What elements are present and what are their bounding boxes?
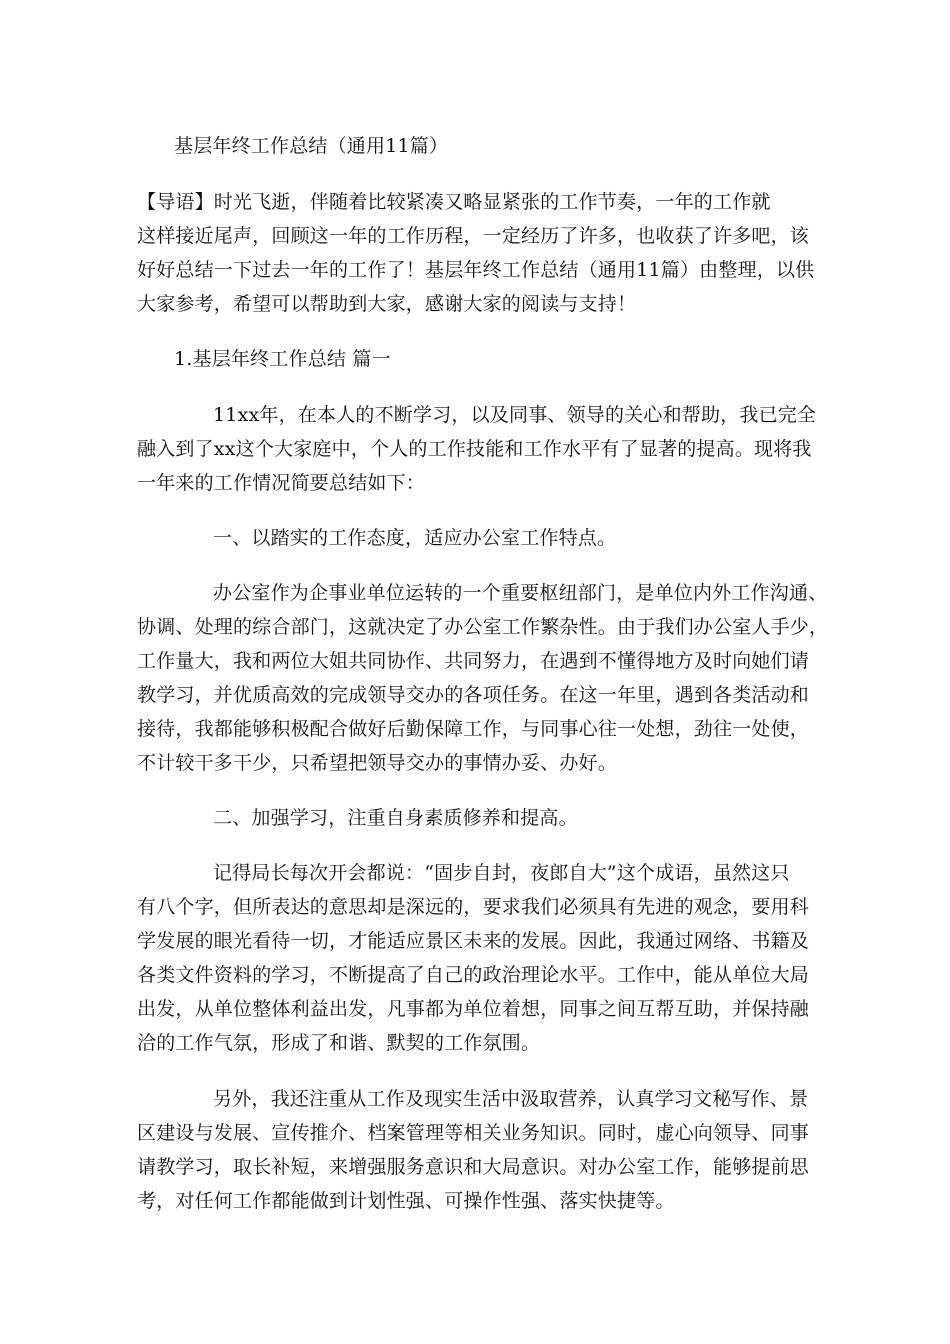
paragraph-line: 考，对任何工作都能做到计划性强、可操作性强、落实快捷等。 bbox=[137, 1190, 675, 1212]
paragraph-line: 有八个字，但所表达的意思却是深远的，要求我们必须具有先进的观念，要用科 bbox=[137, 896, 810, 918]
paragraph-line: 11xx年，在本人的不断学习，以及同事、领导的关心和帮助，我已完全 bbox=[213, 404, 817, 426]
paragraph-line: 不计较干多干少，只希望把领导交办的事情办妥、办好。 bbox=[137, 752, 618, 774]
intro-line: 【导语】时光飞逝，伴随着比较紧凑又略显紧张的工作节奏，一年的工作就 bbox=[137, 191, 771, 213]
paragraph-line: 办公室作为企事业单位运转的一个重要枢纽部门，是单位内外工作沟通、 bbox=[213, 582, 828, 604]
paragraph-line: 融入到了xx这个大家庭中，个人的工作技能和工作水平有了显著的提高。现将我 bbox=[137, 438, 812, 460]
document-title: 基层年终工作总结（通用11篇） bbox=[174, 135, 449, 157]
subheading: 二、加强学习，注重自身素质修养和提高。 bbox=[213, 807, 578, 829]
paragraph-line: 接待，我都能够积极配合做好后勤保障工作，与同事心往一处想，劲往一处使， bbox=[137, 718, 810, 740]
subheading: 一、以踏实的工作态度，适应办公室工作特点。 bbox=[213, 527, 617, 549]
paragraph-line: 洽的工作气氛，形成了和谐、默契的工作氛围。 bbox=[137, 1032, 541, 1054]
intro-line: 好好总结一下过去一年的工作了！基层年终工作总结（通用11篇）由整理，以供 bbox=[137, 259, 815, 281]
intro-line: 大家参考，希望可以帮助到大家，感谢大家的阅读与支持！ bbox=[137, 293, 637, 315]
intro-line: 这样接近尾声，回顾这一年的工作历程，一定经历了许多，也收获了许多吧，该 bbox=[137, 225, 810, 247]
paragraph-line: 一年来的工作情况简要总结如下： bbox=[137, 472, 426, 494]
paragraph-line: 各类文件资料的学习，不断提高了自己的政治理论水平。工作中，能从单位大局 bbox=[137, 964, 810, 986]
section-heading: 1.基层年终工作总结 篇一 bbox=[174, 348, 391, 370]
paragraph-line: 出发，从单位整体利益出发，凡事都为单位着想，同事之间互帮互助，并保持融 bbox=[137, 998, 810, 1020]
paragraph-line: 请教学习，取长补短，来增强服务意识和大局意识。对办公室工作，能够提前思 bbox=[137, 1156, 810, 1178]
paragraph-line: 另外，我还注重从工作及现实生活中汲取营养，认真学习文秘写作、景 bbox=[213, 1088, 809, 1110]
paragraph-line: 学发展的眼光看待一切，才能适应景区未来的发展。因此，我通过网络、书籍及 bbox=[137, 930, 810, 952]
paragraph-line: 记得局长每次开会都说：“固步自封，夜郎自大”这个成语，虽然这只 bbox=[213, 862, 790, 884]
paragraph-line: 教学习，并优质高效的完成领导交办的各项任务。在这一年里，遇到各类活动和 bbox=[137, 684, 810, 706]
paragraph-line: 协调、处理的综合部门，这就决定了办公室工作繁杂性。由于我们办公室人手少， bbox=[137, 616, 829, 638]
paragraph-line: 工作量大，我和两位大姐共同协作、共同努力，在遇到不懂得地方及时向她们请 bbox=[137, 650, 810, 672]
paragraph-line: 区建设与发展、宣传推介、档案管理等相关业务知识。同时，虚心向领导、同事 bbox=[137, 1122, 810, 1144]
